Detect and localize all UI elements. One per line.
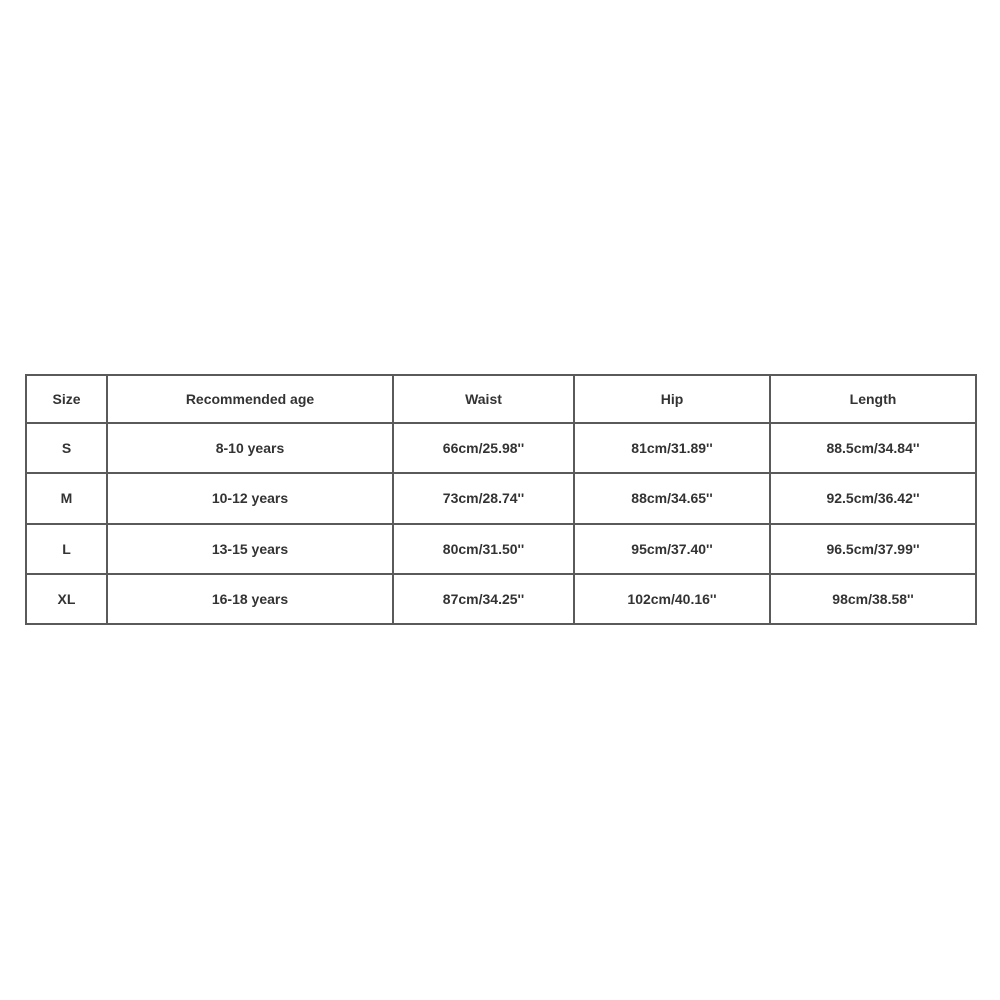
- cell-age: 13-15 years: [107, 524, 393, 574]
- cell-length: 98cm/38.58'': [770, 574, 976, 624]
- cell-age: 10-12 years: [107, 473, 393, 523]
- size-chart-table: [25, 374, 977, 625]
- cell-hip: 95cm/37.40'': [574, 524, 770, 574]
- cell-size: M: [26, 473, 107, 523]
- header-length: Length: [770, 375, 976, 423]
- cell-waist: 87cm/34.25'': [393, 574, 574, 624]
- cell-waist: 66cm/25.98'': [393, 423, 574, 473]
- cell-length: 88.5cm/34.84'': [770, 423, 976, 473]
- table-row: [26, 473, 976, 523]
- cell-size: L: [26, 524, 107, 574]
- cell-hip: 88cm/34.65'': [574, 473, 770, 523]
- table-header-row: [26, 375, 976, 423]
- cell-waist: 73cm/28.74'': [393, 473, 574, 523]
- header-waist: Waist: [393, 375, 574, 423]
- table-row: [26, 574, 976, 624]
- cell-size: XL: [26, 574, 107, 624]
- table-row: [26, 423, 976, 473]
- cell-hip: 81cm/31.89'': [574, 423, 770, 473]
- cell-length: 96.5cm/37.99'': [770, 524, 976, 574]
- table-row: [26, 524, 976, 574]
- header-recommended-age: Recommended age: [107, 375, 393, 423]
- header-hip: Hip: [574, 375, 770, 423]
- cell-length: 92.5cm/36.42'': [770, 473, 976, 523]
- header-size: Size: [26, 375, 107, 423]
- cell-age: 8-10 years: [107, 423, 393, 473]
- cell-hip: 102cm/40.16'': [574, 574, 770, 624]
- cell-size: S: [26, 423, 107, 473]
- cell-age: 16-18 years: [107, 574, 393, 624]
- cell-waist: 80cm/31.50'': [393, 524, 574, 574]
